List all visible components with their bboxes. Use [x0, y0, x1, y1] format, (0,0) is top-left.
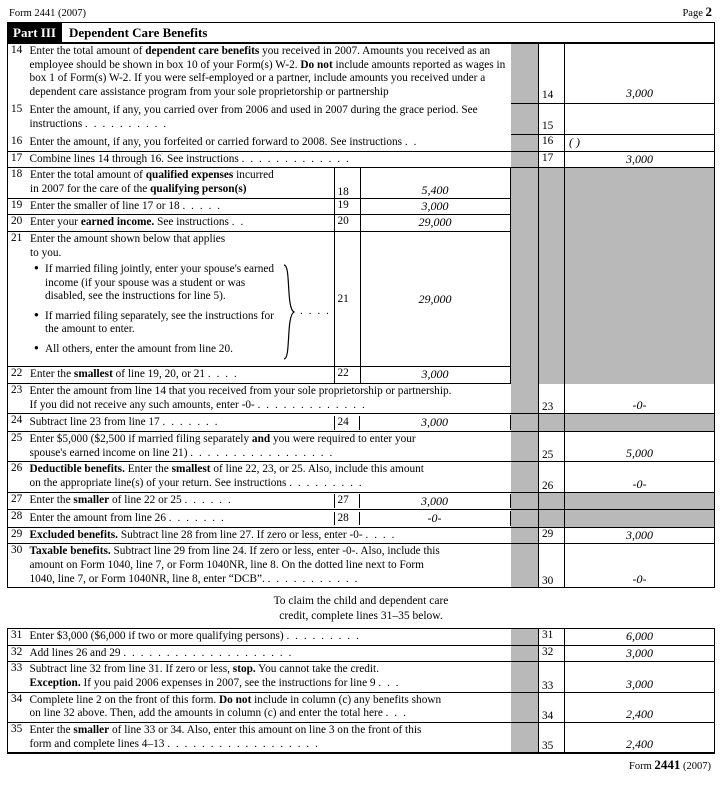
- line-number: 24: [8, 414, 30, 432]
- line-number: 16: [8, 135, 30, 151]
- amount-field-25[interactable]: 5,000: [565, 431, 715, 461]
- box-number: 27: [334, 494, 360, 508]
- line-text: Taxable benefits. Subtract line 29 from line 24. If zero or less, enter -0-. Also, include this amount on Form 1040, line 7, or Form 1040NR, line 8. On the dotted line next to Form 1040, line 7, or Form 1040NR, line 8, enter “DCB”. . . . . . . . . . . .: [30, 544, 511, 588]
- shaded-cell: [511, 168, 539, 384]
- line-number: 27: [8, 492, 30, 510]
- amount-field-24[interactable]: 3,000: [360, 415, 511, 430]
- box-number: 14: [539, 44, 565, 101]
- line-number: 30: [8, 544, 30, 588]
- box-number: 21: [334, 231, 360, 367]
- amount-field-21[interactable]: 29,000: [360, 231, 510, 367]
- line-number: 32: [8, 645, 30, 662]
- table-row: [8, 215, 510, 232]
- footer-form-number: 2441: [654, 757, 681, 773]
- table-row: [8, 231, 510, 367]
- footer-form-prefix: Form: [628, 761, 652, 773]
- box-number: 25: [539, 431, 565, 461]
- box-number: 23: [539, 384, 565, 414]
- line-number: 33: [8, 662, 30, 692]
- line-21-bullets: [30, 263, 280, 362]
- table-row: [8, 510, 715, 528]
- table-row: [8, 645, 715, 662]
- part-iii-banner: [7, 22, 715, 44]
- box-number: 19: [334, 198, 360, 215]
- line-21-dots: . . . .: [300, 305, 331, 318]
- shaded-cell: [565, 510, 715, 528]
- shaded-cell: [511, 462, 539, 492]
- amount-field-18[interactable]: 5,400: [360, 168, 510, 198]
- table-row: [8, 692, 715, 722]
- table-row: [8, 168, 510, 198]
- line-text: Combine lines 14 through 16. See instructions . . . . . . . . . . . . .: [30, 151, 511, 168]
- line-text: Enter the amount shown below that applies to you. ● If married filing jointly, enter your spouse's earned income (if your spouse was a student or was disabled, see the instructions for line 5). ● If married filing separately, see the instructions for the amount to enter. ● All others, enter the amount from line 20. . . . .: [30, 231, 334, 367]
- box-number: 35: [539, 722, 565, 753]
- table-row: [8, 44, 715, 101]
- line-text: Enter the smallest of line 19, 20, or 21 . . . .: [30, 367, 334, 384]
- shaded-cell: [539, 510, 565, 528]
- part-tag: Part III: [8, 23, 62, 42]
- line-number: 22: [8, 367, 30, 384]
- list-item: ● If married filing separately, see the instructions for the amount to enter.: [45, 310, 280, 337]
- shaded-cell: [511, 662, 539, 692]
- shaded-cell: [511, 135, 539, 151]
- table-row: [8, 103, 715, 132]
- box-number: 16: [539, 135, 565, 151]
- line-text: Deductible benefits. Enter the smallest of line 22, 23, or 25. Also, include this amount on the appropriate line(s) of your return. See instructions . . . . . . . . .: [30, 462, 511, 492]
- shaded-cell: [511, 414, 539, 432]
- line-text: Complete line 2 on the front of this form. Do not include in column (c) any benefits shown on line 32 above. Then, add the amounts in column (c) and enter the total here . . .: [30, 692, 511, 722]
- shaded-cell: [511, 384, 539, 414]
- amount-field-19[interactable]: 3,000: [360, 198, 510, 215]
- box-number: 24: [334, 416, 360, 430]
- table-row: [8, 462, 715, 492]
- page-header: [7, 4, 715, 22]
- line-number: 18: [8, 168, 30, 198]
- line-text: Enter the amount from line 14 that you received from your sole proprietorship or partnership. If you did not receive any such amounts, enter -0- . . . . . . . . . . . . .: [30, 384, 511, 414]
- center-instruction: [7, 588, 715, 628]
- amount-field-32[interactable]: 3,000: [565, 645, 715, 662]
- shaded-cell: [565, 414, 715, 432]
- line-text: Enter $3,000 ($6,000 if two or more qualifying persons) . . . . . . . . .: [30, 628, 511, 645]
- box-number: 26: [539, 462, 565, 492]
- amount-field-14[interactable]: 3,000: [565, 44, 715, 101]
- line-text: Enter $5,000 ($2,500 if married filing separately and you were required to enter your spouse's earned income on line 21) . . . . . . . . . . . . . . . . .: [30, 431, 511, 461]
- amount-field-34[interactable]: 2,400: [565, 692, 715, 722]
- shaded-cell: [565, 492, 715, 510]
- shaded-cell: [511, 151, 539, 168]
- box-number: 15: [539, 103, 565, 132]
- box-number: 30: [539, 544, 565, 588]
- amount-field-22[interactable]: 3,000: [360, 367, 510, 384]
- amount-field-20[interactable]: 29,000: [360, 215, 510, 232]
- brace-icon: [282, 264, 296, 360]
- shaded-cell: [539, 168, 565, 384]
- shaded-cell: [511, 431, 539, 461]
- table-row: [8, 492, 715, 510]
- table-row: [8, 544, 715, 588]
- line-text: Excluded benefits. Subtract line 28 from line 27. If zero or less, enter -0- . . . .: [30, 527, 511, 544]
- amount-field-26[interactable]: -0-: [565, 462, 715, 492]
- line-number: 17: [8, 151, 30, 168]
- part-iii-table: [7, 44, 715, 588]
- line-text: Enter the total amount of dependent care benefits you received in 2007. Amounts you received as an employee should be shown in box 10 of your Form(s) W-2. Do not include amounts reported as wages in box 1 of Form(s) W-2. If you were self-employed or a partner, include amounts you received under a dependent care assistance program from your sole proprietorship or partnership: [29, 45, 506, 98]
- amount-field-31[interactable]: 6,000: [565, 628, 715, 645]
- list-item: ● If married filing jointly, enter your spouse's earned income (if your spouse was a student or was disabled, see the instructions for line 5).: [45, 263, 280, 304]
- line-number: 34: [8, 692, 30, 722]
- line-number: 21: [8, 231, 30, 367]
- shaded-cell: [511, 44, 539, 101]
- table-row: [8, 628, 715, 645]
- shaded-cell: [511, 544, 539, 588]
- line-number: 14: [11, 44, 23, 56]
- shaded-cell: [511, 628, 539, 645]
- shaded-cell: [511, 510, 539, 528]
- shaded-cell: [539, 492, 565, 510]
- brace-glyph: [280, 261, 300, 362]
- form-label: Form 2441 (2007): [9, 8, 86, 19]
- amount-field-30[interactable]: -0-: [565, 544, 715, 588]
- amount-field-23[interactable]: -0-: [565, 384, 715, 414]
- table-row: [8, 527, 715, 544]
- page-number-label: Page 2: [682, 4, 712, 19]
- line-text: Enter the amount, if any, you carried over from 2006 and used in 2007 during the grace period. See instructions . . . . . . . . . .: [29, 104, 478, 130]
- shaded-cell: [511, 692, 539, 722]
- line-number: 28: [8, 510, 30, 528]
- line-number: 29: [8, 527, 30, 544]
- footer-form-year: (2007): [683, 761, 711, 773]
- amount-field-15[interactable]: [565, 103, 715, 132]
- line-number: 19: [8, 198, 30, 215]
- line-text: Subtract line 32 from line 31. If zero or less, stop. You cannot take the credit. Exception. If you paid 2006 expenses in 2007, see the instructions for line 9 . . .: [30, 662, 511, 692]
- line-number: 23: [8, 384, 30, 414]
- lines-31-35-table: [7, 628, 715, 754]
- line-text: Enter the total amount of qualified expenses incurred in 2007 for the care of the qualifying person(s): [30, 168, 334, 198]
- shaded-cell: [539, 414, 565, 432]
- line-number: 15: [11, 103, 23, 116]
- box-number: 31: [539, 628, 565, 645]
- part-title: Dependent Care Benefits: [68, 24, 208, 40]
- box-number: 20: [334, 215, 360, 232]
- shaded-cell: [511, 527, 539, 544]
- amount-field-28[interactable]: -0-: [360, 511, 511, 526]
- amount-field-33[interactable]: 3,000: [565, 662, 715, 692]
- table-row: [8, 367, 510, 384]
- shaded-cell: [511, 103, 539, 132]
- table-row: [8, 722, 715, 753]
- line-number: 25: [8, 431, 30, 461]
- list-item: ● All others, enter the amount from line 20.: [45, 343, 280, 357]
- box-number: 22: [334, 367, 360, 384]
- box-number: 29: [539, 527, 565, 544]
- page-number: 2: [705, 4, 712, 19]
- line-number: 20: [8, 215, 30, 232]
- center-instruction-line2: credit, complete lines 31–35 below.: [279, 609, 443, 622]
- lines-18-22-block: [8, 168, 715, 384]
- center-instruction-line1: To claim the child and dependent care: [273, 595, 449, 608]
- amount-field-27[interactable]: 3,000: [360, 494, 511, 509]
- box-number: 18: [334, 168, 360, 198]
- line-text: Enter the amount from line 26 . . . . . . . 28 -0-: [30, 510, 511, 528]
- amount-field-17[interactable]: 3,000: [565, 151, 715, 168]
- table-row: [8, 135, 715, 151]
- box-number: 34: [539, 692, 565, 722]
- table-row: [8, 151, 715, 168]
- shaded-cell: [511, 492, 539, 510]
- box-number: 32: [539, 645, 565, 662]
- line-text: Subtract line 23 from line 17 . . . . . . . 24 3,000: [30, 414, 511, 432]
- box-number: 28: [334, 512, 360, 526]
- line-text: Enter the smaller of line 22 or 25 . . . . . . 27 3,000: [30, 492, 511, 510]
- table-row: [8, 414, 715, 432]
- amount-field-16[interactable]: ( ): [565, 135, 715, 151]
- line-text: Enter the smaller of line 17 or 18 . . . . .: [30, 198, 334, 215]
- box-number: 33: [539, 662, 565, 692]
- shaded-cell: [511, 645, 539, 662]
- table-row: [8, 384, 715, 414]
- amount-field-35[interactable]: 2,400: [565, 722, 715, 753]
- table-row: [8, 431, 715, 461]
- line-text: Enter the amount, if any, you forfeited or carried forward to 2008. See instructions . .: [30, 135, 511, 151]
- line-text: Enter the smaller of line 33 or 34. Also, enter this amount on line 3 on the front of this form and complete lines 4–13 . . . . . . . . . . . . . . . . . .: [29, 723, 422, 750]
- amount-field-29[interactable]: 3,000: [565, 527, 715, 544]
- line-text: Enter your earned income. See instructions . .: [30, 215, 334, 232]
- line-number: 31: [8, 628, 30, 645]
- box-number: 17: [539, 151, 565, 168]
- page-footer: [7, 754, 715, 773]
- line-text: Add lines 26 and 29 . . . . . . . . . . . . . . . . . . . .: [30, 645, 511, 662]
- table-row: [8, 198, 510, 215]
- line-number: 26: [8, 462, 30, 492]
- table-row: [8, 662, 715, 692]
- shaded-cell: [511, 722, 539, 753]
- line-number: 35: [11, 722, 23, 735]
- shaded-cell: [565, 168, 715, 384]
